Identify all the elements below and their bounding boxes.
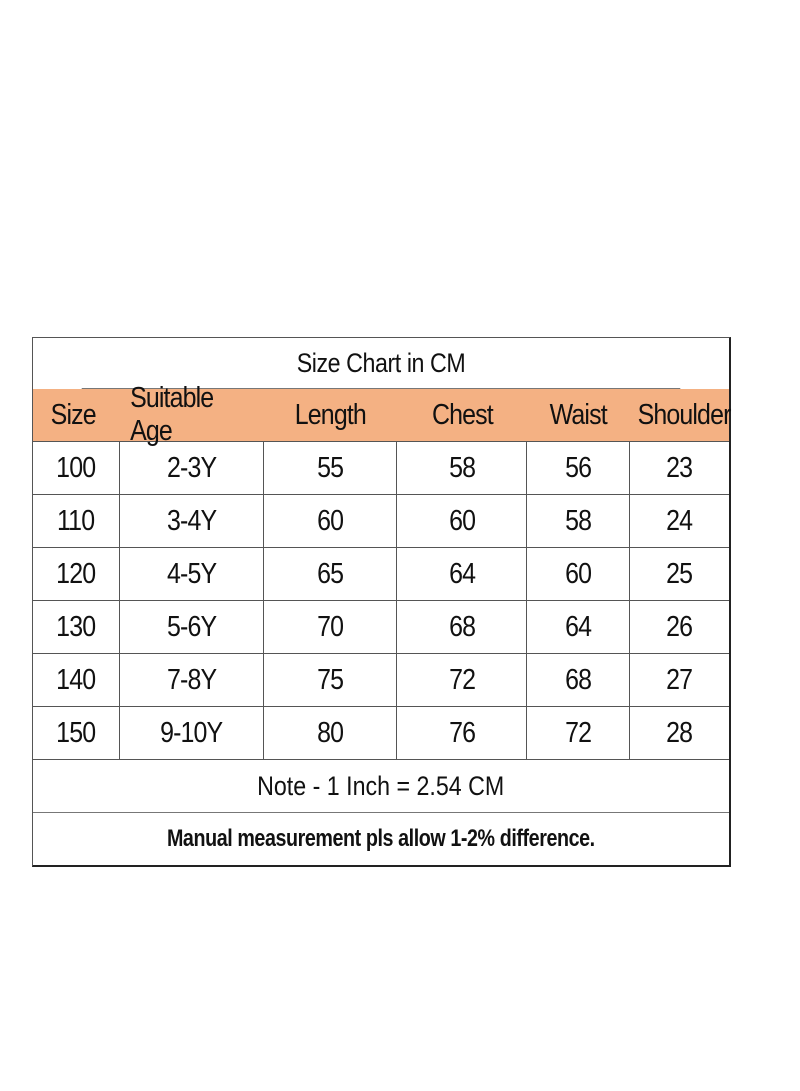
cell-chest: 76 bbox=[397, 707, 527, 759]
header-row bbox=[33, 382, 731, 447]
cell-size: 150 bbox=[33, 707, 120, 759]
header-length: Length bbox=[294, 398, 367, 431]
size-chart-table bbox=[32, 337, 731, 867]
cell-length: 80 bbox=[264, 707, 398, 759]
cell-length: 70 bbox=[264, 601, 398, 653]
cell-length: 60 bbox=[264, 495, 398, 547]
cell-shoulder: 23 bbox=[666, 451, 693, 484]
cell-waist: 58 bbox=[527, 495, 630, 547]
cell-shoulder: 28 bbox=[666, 716, 693, 749]
header-shoulder: Shoulder bbox=[637, 398, 731, 431]
cell-length: 75 bbox=[264, 654, 398, 706]
table-row bbox=[33, 548, 729, 601]
cell-size: 140 bbox=[33, 654, 120, 706]
cell-age: 4-5Y bbox=[120, 548, 264, 600]
cell-chest: 68 bbox=[397, 601, 527, 653]
cell-chest: 64 bbox=[397, 548, 527, 600]
cell-age: 9-10Y bbox=[120, 707, 264, 759]
table-row bbox=[33, 442, 729, 495]
table-row bbox=[33, 707, 729, 760]
table-row bbox=[33, 601, 729, 654]
cell-shoulder: 26 bbox=[666, 610, 693, 643]
cell-age: 3-4Y bbox=[120, 495, 264, 547]
cell-size: 130 bbox=[33, 601, 120, 653]
table-row bbox=[33, 654, 729, 707]
manual-measurement-note: Manual measurement pls allow 1-2% difference. bbox=[167, 825, 595, 852]
conversion-note-row bbox=[33, 760, 729, 813]
table-row bbox=[33, 495, 729, 548]
chart-title: Size Chart in CM bbox=[296, 347, 466, 378]
conversion-note: Note - 1 Inch = 2.54 CM bbox=[257, 770, 505, 801]
cell-waist: 64 bbox=[527, 601, 630, 653]
header-chest: Chest bbox=[431, 398, 493, 431]
cell-chest: 60 bbox=[397, 495, 527, 547]
manual-note-row bbox=[33, 813, 729, 865]
cell-size: 120 bbox=[33, 548, 120, 600]
cell-waist: 72 bbox=[527, 707, 630, 759]
cell-size: 100 bbox=[33, 442, 120, 494]
cell-waist: 68 bbox=[527, 654, 630, 706]
cell-shoulder: 24 bbox=[666, 504, 693, 537]
header-waist: Waist bbox=[550, 398, 608, 431]
cell-chest: 58 bbox=[397, 442, 527, 494]
cell-shoulder: 27 bbox=[666, 663, 693, 696]
cell-age: 7-8Y bbox=[120, 654, 264, 706]
cell-length: 55 bbox=[264, 442, 398, 494]
cell-chest: 72 bbox=[397, 654, 527, 706]
cell-age: 2-3Y bbox=[120, 442, 264, 494]
header-suitable-age: Suitable Age bbox=[129, 382, 214, 447]
cell-shoulder: 25 bbox=[666, 557, 693, 590]
cell-waist: 56 bbox=[527, 442, 630, 494]
cell-size: 110 bbox=[33, 495, 120, 547]
cell-age: 5-6Y bbox=[120, 601, 264, 653]
cell-length: 65 bbox=[264, 548, 398, 600]
cell-waist: 60 bbox=[527, 548, 630, 600]
header-size: Size bbox=[50, 398, 96, 431]
